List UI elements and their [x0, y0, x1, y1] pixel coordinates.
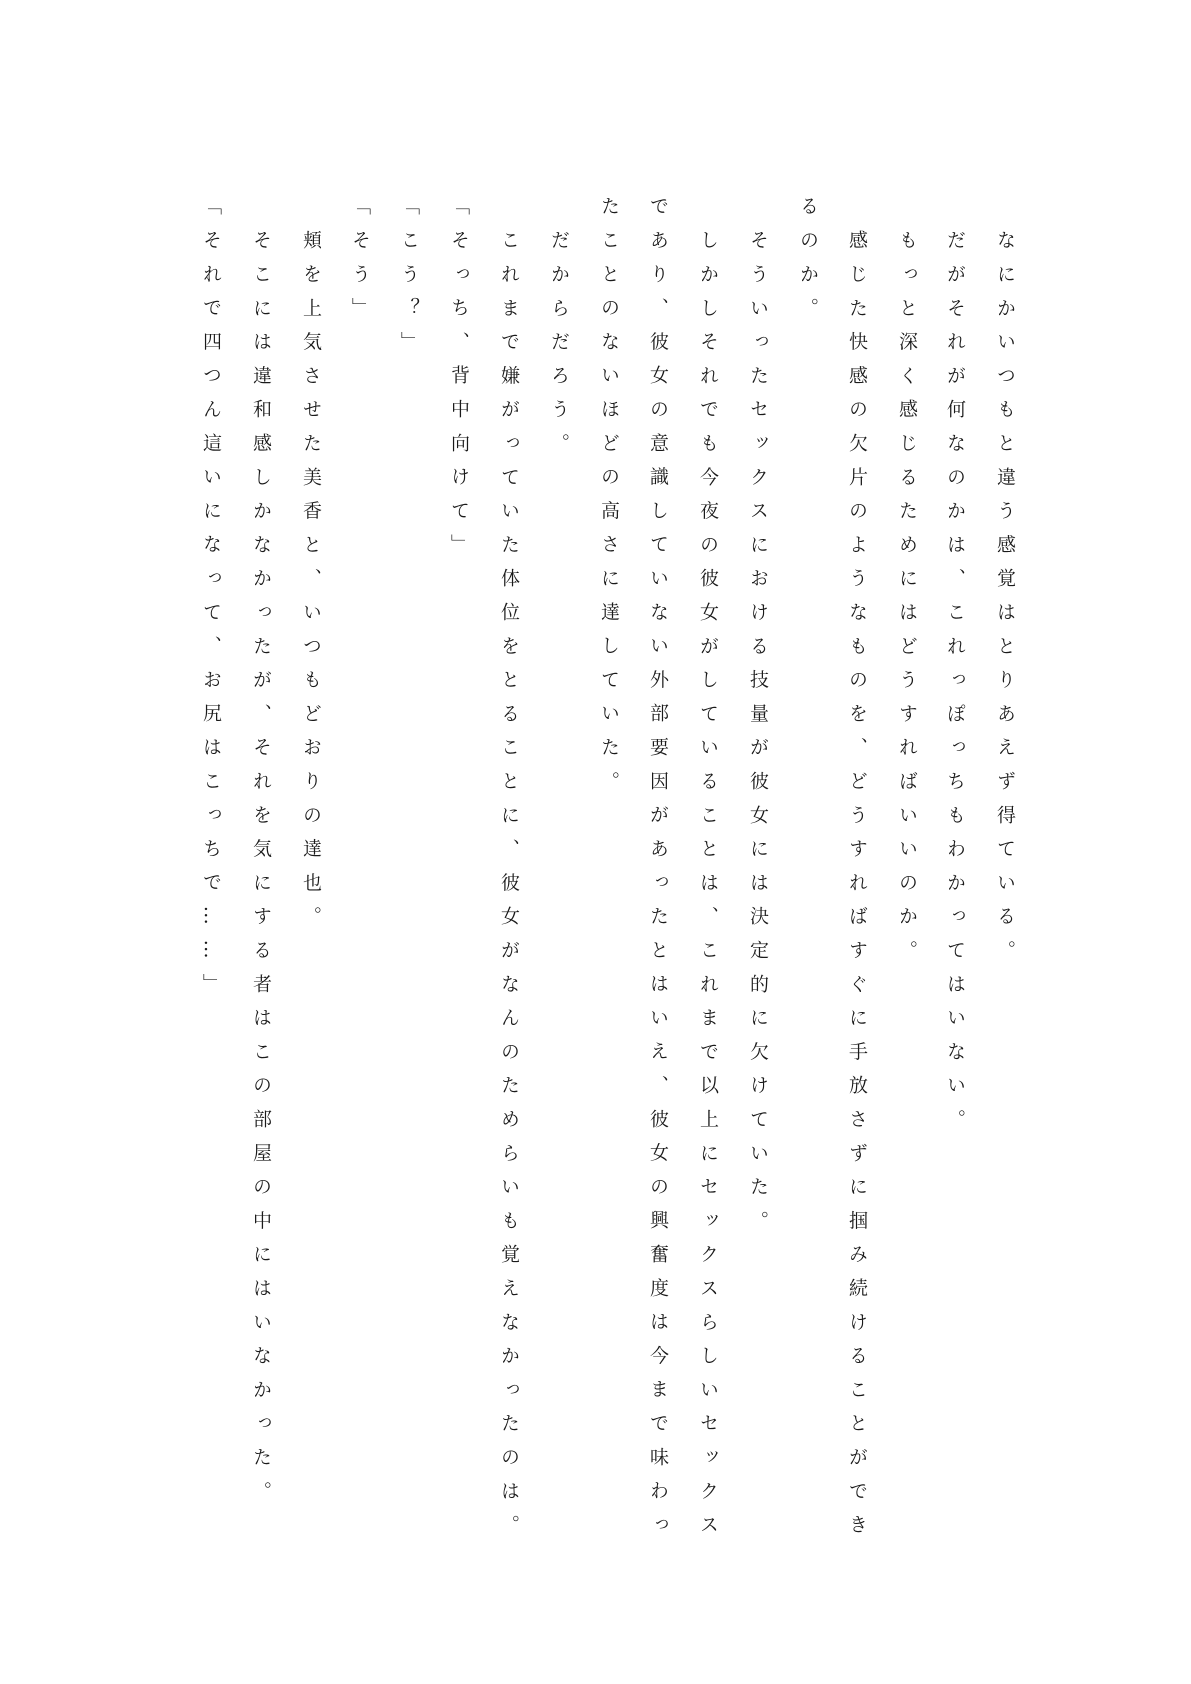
dialogue-line: 「それで四つん這いになって、お尻はこっちで……」 — [200, 196, 222, 1008]
paragraph-line: るのか。 — [797, 196, 819, 332]
dialogue-line: 「そう」 — [349, 196, 371, 332]
dialogue-line: 「こう？」 — [398, 196, 420, 365]
paragraph-line: たことのないほどの高さに達していた。 — [598, 196, 620, 805]
paragraph-line: そういったセックスにおける技量が彼女には決定的に欠けていた。 — [747, 230, 769, 1244]
dialogue-line: 「そっち、背中向けて」 — [448, 196, 470, 568]
paragraph-line: であり、彼女の意識していない外部要因があったとはいえ、彼女の興奮度は今まで味わっ — [647, 196, 669, 1548]
paragraph-line: だからだろう。 — [548, 230, 570, 467]
paragraph-line: しかしそれでも今夜の彼女がしていることは、これまで以上にセックスらしいセックス — [697, 230, 719, 1549]
paragraph-line: もっと深く感じるためにはどうすればいいのか。 — [896, 230, 918, 974]
paragraph-line: 頬を上気させた美香と、いつもどおりの達也。 — [300, 230, 322, 940]
paragraph-line: これまで嫌がっていた体位をとることに、彼女がなんのためらいも覚えなかったのは。 — [498, 230, 520, 1549]
paragraph-line: そこには違和感しかなかったが、それを気にする者はこの部屋の中にはいなかった。 — [250, 230, 272, 1515]
paragraph-line: 感じた快感の欠片のようなものを、どうすればすぐに手放さずに掴み続けることができ — [846, 230, 868, 1549]
paragraph-line: だがそれが何なのかは、これっぽっちもわかってはいない。 — [944, 230, 966, 1143]
paragraph-line: なにかいつもと違う感覚はとりあえず得ている。 — [994, 230, 1016, 974]
